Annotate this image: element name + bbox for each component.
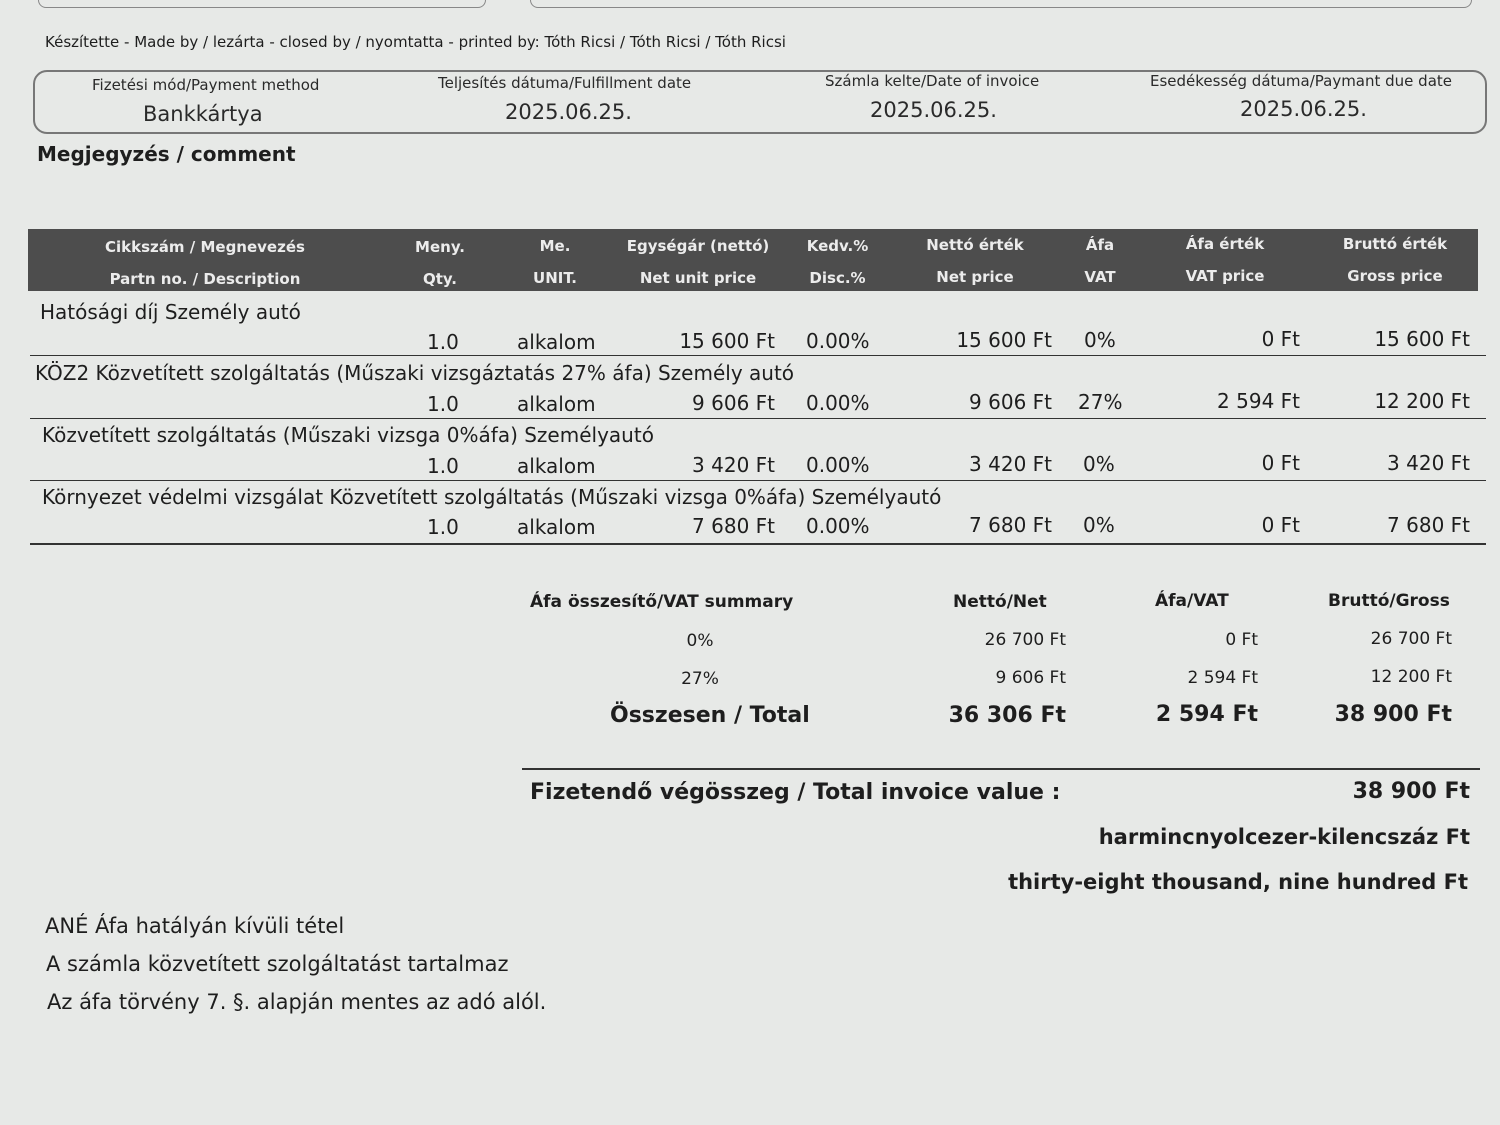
fulfillment-date-value: 2025.06.25. bbox=[505, 100, 632, 124]
item-qty: 1.0 bbox=[427, 392, 459, 416]
payable-label: Fizetendő végösszeg / Total invoice value : bbox=[530, 780, 1061, 805]
item-qty: 1.0 bbox=[427, 454, 459, 478]
total-vat: 2 594 Ft bbox=[1155, 702, 1258, 727]
item-unit-price: 3 420 Ft bbox=[692, 453, 775, 477]
invoice-date-label: Számla kelte/Date of invoice bbox=[825, 72, 1040, 90]
payable-divider bbox=[522, 768, 1480, 770]
item-net: 7 680 Ft bbox=[969, 513, 1052, 537]
item-unit-price: 15 600 Ft bbox=[679, 329, 775, 353]
item-net: 3 420 Ft bbox=[969, 452, 1052, 476]
item-disc: 0.00% bbox=[806, 514, 870, 538]
item-unit: alkalom bbox=[517, 515, 596, 539]
note-line: Az áfa törvény 7. §. alapján mentes az adó alól. bbox=[47, 990, 547, 1014]
item-vat: 0% bbox=[1083, 452, 1115, 476]
item-net: 15 600 Ft bbox=[956, 328, 1052, 352]
item-vat-price: 0 Ft bbox=[1261, 327, 1300, 351]
item-qty: 1.0 bbox=[427, 330, 459, 354]
total-gross: 38 900 Ft bbox=[1334, 702, 1452, 727]
amount-in-words-hu: harmincnyolcezer-kilencszáz Ft bbox=[1098, 825, 1470, 849]
col-vat-hu: Áfa bbox=[1085, 236, 1115, 254]
item-gross: 12 200 Ft bbox=[1374, 389, 1470, 413]
col-disc-hu: Kedv.% bbox=[806, 237, 869, 255]
item-disc: 0.00% bbox=[806, 329, 870, 353]
item-qty: 1.0 bbox=[427, 515, 459, 539]
row-divider bbox=[30, 355, 1486, 356]
item-description: KÖZ2 Közvetített szolgáltatás (Műszaki vizsgáztatás 27% áfa) Személy autó bbox=[35, 361, 795, 385]
payable-amount: 38 900 Ft bbox=[1352, 779, 1470, 804]
col-qty-hu: Meny. bbox=[415, 238, 465, 256]
item-unit: alkalom bbox=[517, 392, 596, 416]
fulfillment-date-label: Teljesítés dátuma/Fulfillment date bbox=[438, 74, 692, 92]
top-frame-right bbox=[530, 0, 1472, 8]
item-vat: 0% bbox=[1084, 328, 1116, 352]
total-net: 36 306 Ft bbox=[948, 703, 1066, 728]
item-unit-price: 9 606 Ft bbox=[692, 391, 775, 415]
due-date-label: Esedékesség dátuma/Paymant due date bbox=[1150, 72, 1453, 90]
col-qty-en: Qty. bbox=[422, 270, 458, 288]
note-line: A számla közvetített szolgáltatást tartalmaz bbox=[46, 952, 509, 976]
item-gross: 3 420 Ft bbox=[1387, 451, 1470, 475]
col-vat-en: VAT bbox=[1084, 268, 1116, 286]
payment-method-value: Bankkártya bbox=[143, 102, 263, 126]
row-divider bbox=[30, 480, 1486, 481]
col-vat-price-en: VAT price bbox=[1185, 267, 1265, 285]
item-vat-price: 0 Ft bbox=[1261, 451, 1300, 475]
vat-net: 26 700 Ft bbox=[984, 630, 1066, 650]
item-description: Környezet védelmi vizsgálat Közvetített szolgáltatás (Műszaki vizsga 0%áfa) Személyautó bbox=[42, 485, 942, 509]
vat-net: 9 606 Ft bbox=[995, 668, 1066, 688]
note-line: ANÉ Áfa hatályán kívüli tétel bbox=[45, 914, 345, 938]
item-vat: 27% bbox=[1078, 390, 1123, 414]
made-by-line: Készítette - Made by / lezárta - closed by / nyomtatta - printed by: Tóth Ricsi / Tóth Ricsi / Tóth Ricsi bbox=[45, 33, 786, 51]
item-unit: alkalom bbox=[517, 454, 596, 478]
item-vat-price: 0 Ft bbox=[1261, 513, 1300, 537]
item-gross: 15 600 Ft bbox=[1374, 327, 1470, 351]
vat-rate: 0% bbox=[686, 631, 714, 651]
vat-rate: 27% bbox=[681, 669, 719, 689]
due-date-value: 2025.06.25. bbox=[1240, 97, 1367, 121]
vat-summary-gross-label: Bruttó/Gross bbox=[1328, 591, 1450, 611]
vat-summary-net-label: Nettó/Net bbox=[953, 592, 1047, 612]
total-label: Összesen / Total bbox=[610, 703, 810, 728]
top-frame-left bbox=[38, 0, 486, 8]
item-vat-price: 2 594 Ft bbox=[1217, 389, 1300, 413]
vat-gross: 26 700 Ft bbox=[1370, 629, 1452, 649]
row-divider bbox=[30, 418, 1486, 419]
item-vat: 0% bbox=[1083, 513, 1115, 537]
item-net: 9 606 Ft bbox=[969, 390, 1052, 414]
col-unit-price-hu: Egységár (nettó) bbox=[626, 237, 770, 255]
vat-vat: 0 Ft bbox=[1225, 630, 1258, 650]
comment-label: Megjegyzés / comment bbox=[37, 142, 296, 166]
payment-method-label: Fizetési mód/Payment method bbox=[92, 76, 320, 94]
col-desc-hu: Cikkszám / Megnevezés bbox=[105, 238, 305, 256]
amount-in-words-en: thirty-eight thousand, nine hundred Ft bbox=[1008, 870, 1468, 894]
vat-summary-vat-label: Áfa/VAT bbox=[1155, 591, 1229, 611]
col-gross-en: Gross price bbox=[1347, 267, 1443, 285]
col-unit-hu: Me. bbox=[539, 237, 571, 255]
item-unit-price: 7 680 Ft bbox=[692, 514, 775, 538]
col-net-en: Net price bbox=[936, 268, 1014, 286]
col-net-hu: Nettó érték bbox=[926, 236, 1024, 254]
item-unit: alkalom bbox=[517, 330, 596, 354]
item-disc: 0.00% bbox=[806, 453, 870, 477]
col-unit-en: UNIT. bbox=[533, 269, 577, 287]
item-description: Hatósági díj Személy autó bbox=[40, 300, 301, 324]
item-gross: 7 680 Ft bbox=[1387, 513, 1470, 537]
vat-summary-title: Áfa összesítő/VAT summary bbox=[530, 592, 794, 612]
col-disc-en: Disc.% bbox=[809, 269, 866, 287]
vat-vat: 2 594 Ft bbox=[1187, 668, 1258, 688]
col-vat-price-hu: Áfa érték bbox=[1185, 235, 1265, 253]
col-gross-hu: Bruttó érték bbox=[1342, 235, 1448, 253]
col-unit-price-en: Net unit price bbox=[639, 269, 757, 287]
invoice-date-value: 2025.06.25. bbox=[870, 98, 997, 122]
table-bottom-line bbox=[30, 543, 1486, 545]
item-disc: 0.00% bbox=[806, 391, 870, 415]
vat-gross: 12 200 Ft bbox=[1370, 667, 1452, 687]
item-description: Közvetített szolgáltatás (Műszaki vizsga 0%áfa) Személyautó bbox=[42, 423, 654, 447]
col-desc-en: Partn no. / Description bbox=[109, 270, 301, 288]
